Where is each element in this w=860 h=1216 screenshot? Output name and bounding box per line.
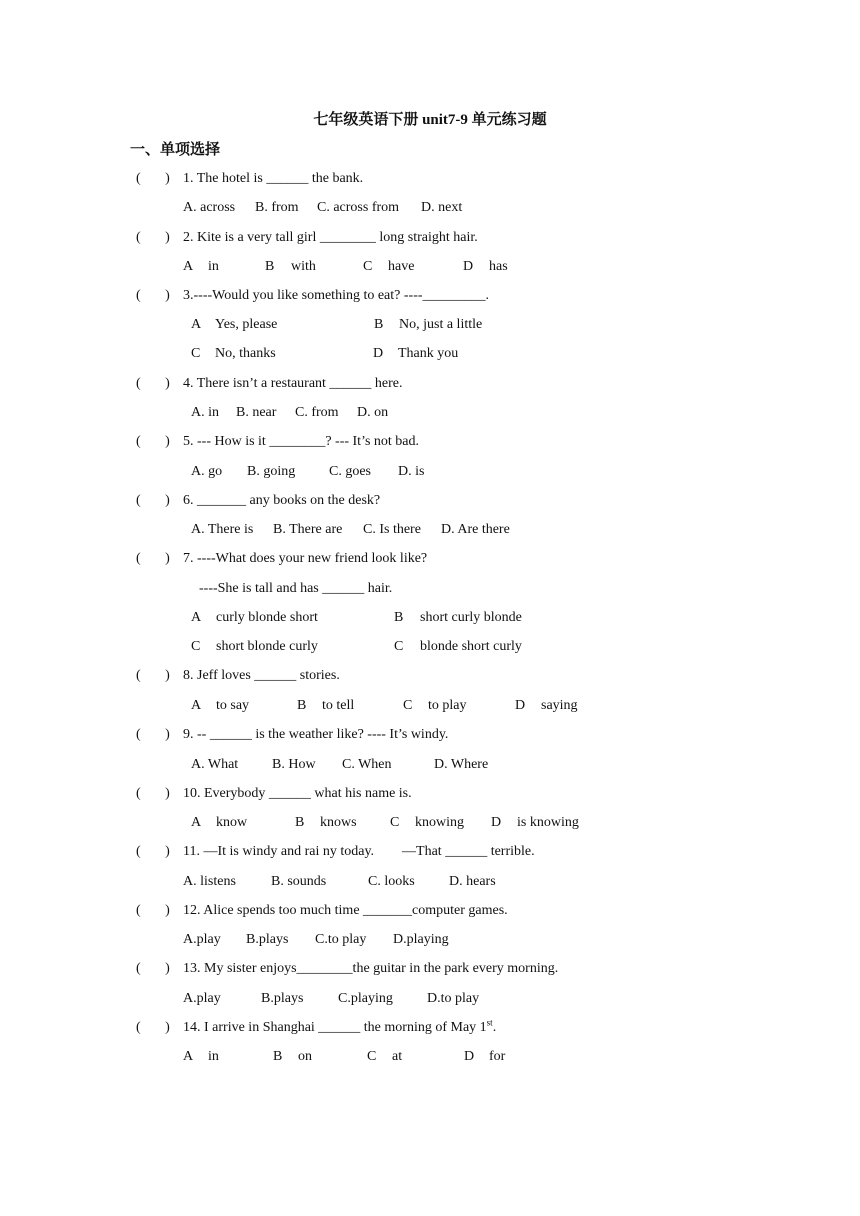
option: B. going	[247, 464, 296, 479]
answer-blank: ( )	[136, 1020, 170, 1035]
question-stem: 12. Alice spends too much time _______computer games.	[183, 903, 508, 918]
question-stem: 5. --- How is it ________? --- It’s not bad.	[183, 434, 420, 449]
option-letter: C	[390, 815, 400, 830]
question-stem: 3.----Would you like something to eat? ----_________.	[183, 288, 490, 303]
option-letter: D	[491, 815, 502, 830]
question-stem: 11. —It is windy and rai ny today. —That ______ terrible.	[183, 844, 535, 859]
option-letter: B	[394, 610, 404, 625]
option: know	[216, 815, 248, 830]
option: to tell	[322, 698, 355, 713]
option: B. near	[236, 405, 277, 420]
question-stem: 10. Everybody ______ what his name is.	[183, 786, 412, 801]
section-title: 一、单项选择	[130, 142, 221, 158]
option: D.playing	[393, 932, 449, 947]
option-letter: B	[295, 815, 305, 830]
option: A. go	[191, 464, 223, 479]
option: D.to play	[427, 991, 480, 1006]
option-letter: A	[191, 317, 202, 332]
question-stem-line-2: ----She is tall and has ______ hair.	[199, 581, 393, 596]
option: on	[298, 1049, 312, 1064]
option: knowing	[415, 815, 464, 830]
option-letter: A	[183, 259, 194, 274]
option: to play	[428, 698, 467, 713]
option-letter: C	[403, 698, 413, 713]
question-stem: 4. There isn’t a restaurant ______ here.	[183, 376, 403, 391]
option: to say	[216, 698, 250, 713]
option-letter: C	[367, 1049, 377, 1064]
option: A.play	[183, 932, 221, 947]
option: B. There are	[273, 522, 343, 537]
option: B. How	[272, 757, 316, 772]
question-stem: 9. -- ______ is the weather like? ---- It’s windy.	[183, 727, 449, 742]
option: C. goes	[329, 464, 371, 479]
question-stem: 13. My sister enjoys________the guitar in the park every morning.	[183, 961, 559, 976]
answer-blank: ( )	[136, 551, 170, 566]
answer-blank: ( )	[136, 230, 170, 245]
option-letter: C	[394, 639, 404, 654]
option: is knowing	[517, 815, 579, 830]
option: curly blonde short	[216, 610, 318, 625]
ordinal-suffix: st	[486, 1017, 493, 1028]
option: C. Is there	[363, 522, 421, 537]
option: B. from	[255, 200, 299, 215]
option: short blonde curly	[216, 639, 318, 654]
option: has	[489, 259, 508, 274]
option-letter: A	[191, 698, 202, 713]
answer-blank: ( )	[136, 903, 170, 918]
question-stem	[183, 1019, 496, 1037]
option: C. from	[295, 405, 339, 420]
option-letter: B	[374, 317, 384, 332]
option: D. Are there	[441, 522, 510, 537]
answer-blank: ( )	[136, 786, 170, 801]
answer-blank: ( )	[136, 171, 170, 186]
option: in	[208, 259, 219, 274]
option-letter: D	[464, 1049, 475, 1064]
option: D. Where	[434, 757, 489, 772]
answer-blank: ( )	[136, 493, 170, 508]
option-letter: C	[363, 259, 373, 274]
option-letter: A	[191, 815, 202, 830]
answer-blank: ( )	[136, 376, 170, 391]
option-letter: B	[265, 259, 275, 274]
option: No, thanks	[215, 346, 276, 361]
option: D. hears	[449, 874, 496, 889]
answer-blank: ( )	[136, 961, 170, 976]
option: A. across	[183, 200, 236, 215]
option: for	[489, 1049, 506, 1064]
option: Yes, please	[215, 317, 278, 332]
option: knows	[320, 815, 357, 830]
option: C.to play	[315, 932, 367, 947]
question-stem: 8. Jeff loves ______ stories.	[183, 668, 340, 683]
page-title: 七年级英语下册 unit7-9 单元练习题	[313, 112, 547, 128]
option-letter: A	[183, 1049, 194, 1064]
answer-blank: ( )	[136, 668, 170, 683]
option: D. next	[421, 200, 463, 215]
answer-blank: ( )	[136, 727, 170, 742]
option: C. looks	[368, 874, 415, 889]
option: saying	[541, 698, 578, 713]
answer-blank: ( )	[136, 434, 170, 449]
option-letter: B	[297, 698, 307, 713]
stem-end: .	[492, 1020, 497, 1035]
option: A. There is	[191, 522, 254, 537]
option: at	[392, 1049, 403, 1064]
question-stem: 1. The hotel is ______ the bank.	[183, 171, 364, 186]
question-stem: 6. _______ any books on the desk?	[183, 493, 381, 508]
option: C. across from	[317, 200, 400, 215]
question-stem: 7. ----What does your new friend look like?	[183, 551, 428, 566]
option: B.plays	[246, 932, 289, 947]
option: D. is	[398, 464, 425, 479]
answer-blank: ( )	[136, 844, 170, 859]
option-letter: C	[191, 639, 201, 654]
option: have	[388, 259, 415, 274]
option-letter: D	[373, 346, 384, 361]
option: D. on	[357, 405, 389, 420]
option: A. What	[191, 757, 239, 772]
option: short curly blonde	[420, 610, 522, 625]
option: C.playing	[338, 991, 393, 1006]
option-letter: D	[463, 259, 474, 274]
stem-text: 14. I arrive in Shanghai ______ the morning of May 1	[183, 1020, 487, 1035]
option: blonde short curly	[420, 639, 522, 654]
option-letter: A	[191, 610, 202, 625]
option-letter: B	[273, 1049, 283, 1064]
option: A. listens	[183, 874, 236, 889]
option: A. in	[191, 405, 219, 420]
option: A.play	[183, 991, 221, 1006]
option: Thank you	[398, 346, 459, 361]
option: B. sounds	[271, 874, 327, 889]
option: B.plays	[261, 991, 304, 1006]
option-letter: C	[191, 346, 201, 361]
option: with	[291, 259, 316, 274]
question-stem: 2. Kite is a very tall girl ________ long straight hair.	[183, 230, 478, 245]
option: C. When	[342, 757, 392, 772]
option: in	[208, 1049, 219, 1064]
option-letter: D	[515, 698, 526, 713]
option: No, just a little	[399, 317, 483, 332]
answer-blank: ( )	[136, 288, 170, 303]
